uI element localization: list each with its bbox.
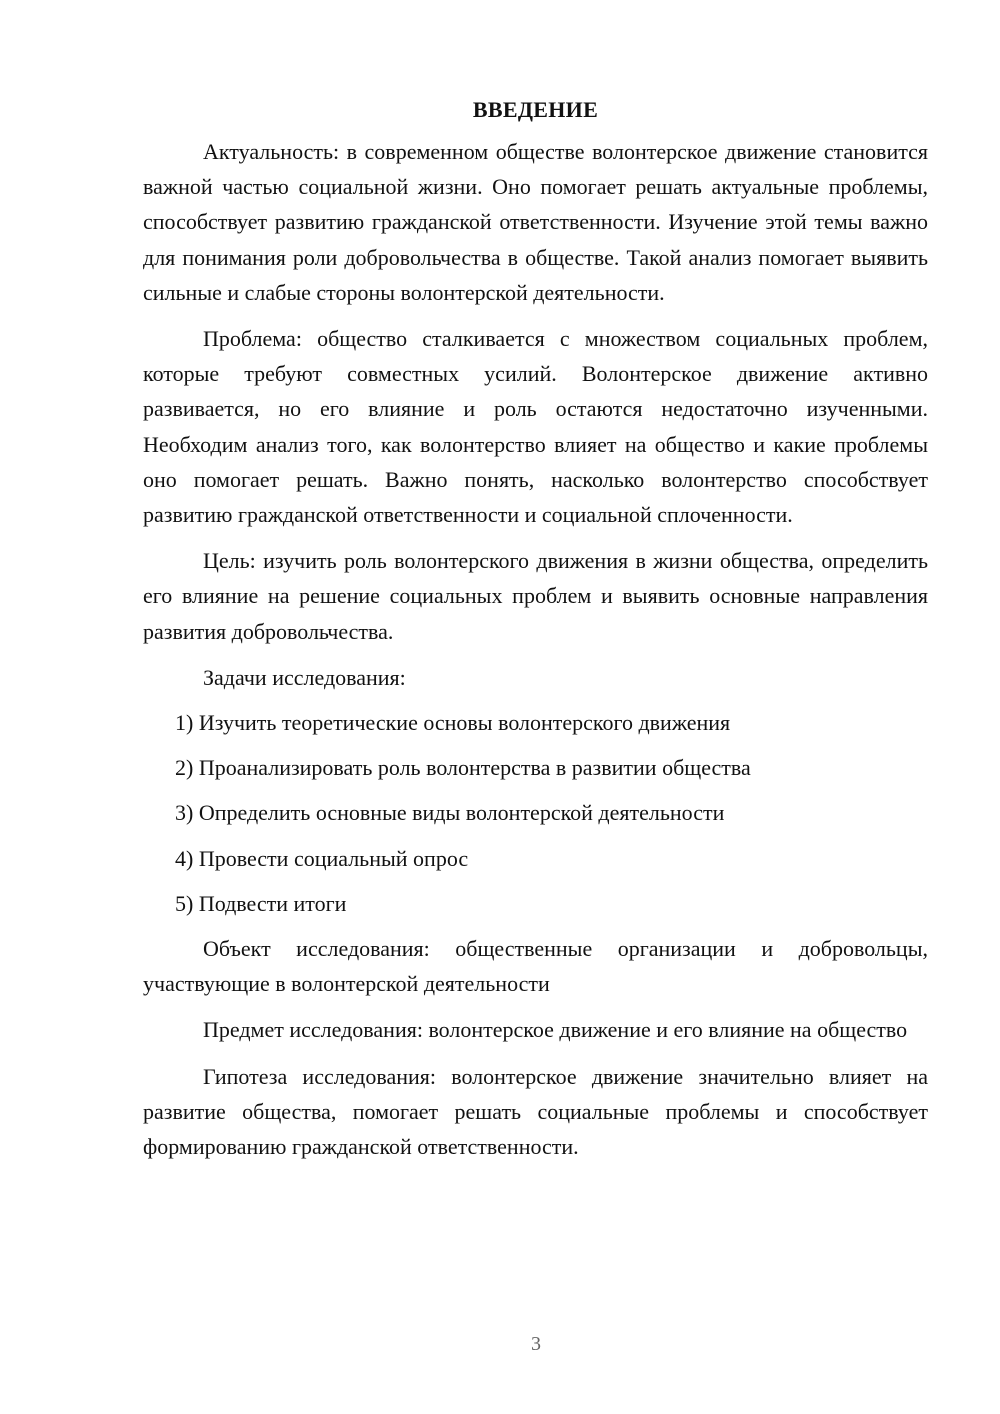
relevance-paragraph: Актуальность: в современном обществе волонтерское движение становится важной частью социальной жизни. Оно помогает решать актуальные проблемы, способствует развитию гражданской ответственности. Изучение этой темы важно для понимания роли добровольчества в обществе. Такой анализ помогает выявить сильные и слабые стороны волонтерской деятельности.	[143, 139, 928, 305]
tasks-heading: Задачи исследования:	[203, 664, 406, 690]
page-number: 3	[531, 1333, 541, 1355]
task-item: 3) Определить основные виды волонтерской деятельности	[175, 800, 725, 826]
hypothesis-paragraph: Гипотеза исследования: волонтерское движение значительно влияет на развитие общества, помогает решать социальные проблемы и способствует формированию гражданской ответственности.	[143, 1063, 928, 1160]
problem-paragraph: Проблема: общество сталкивается с множеством социальных проблем, которые требуют совместных усилий. Волонтерское движение активно развивается, но его влияние и роль остаются недостаточно изученными. Необходим анализ того, как волонтерство влияет на общество и какие проблемы оно помогает решать. Важно понять, насколько волонтерство способствует развитию гражданской ответственности и социальной сплоченности.	[143, 326, 928, 528]
task-item: 1) Изучить теоретические основы волонтерского движения	[175, 710, 731, 736]
document-body	[143, 92, 928, 1175]
task-item: 4) Провести социальный опрос	[175, 845, 469, 871]
task-item: 5) Подвести итоги	[175, 890, 347, 916]
object-paragraph: Объект исследования: общественные организации и добровольцы, участвующие в волонтерской деятельности	[143, 936, 928, 997]
tasks-list	[143, 705, 928, 921]
subject-paragraph: Предмет исследования: волонтерское движение и его влияние на общество	[203, 1017, 908, 1043]
task-item: 2) Проанализировать роль волонтерства в развитии общества	[175, 755, 751, 781]
page-title: ВВЕДЕНИЕ	[472, 97, 599, 122]
goal-paragraph: Цель: изучить роль волонтерского движения в жизни общества, определить его влияние на решение социальных проблем и выявить основные направления развития добровольчества.	[143, 548, 928, 644]
